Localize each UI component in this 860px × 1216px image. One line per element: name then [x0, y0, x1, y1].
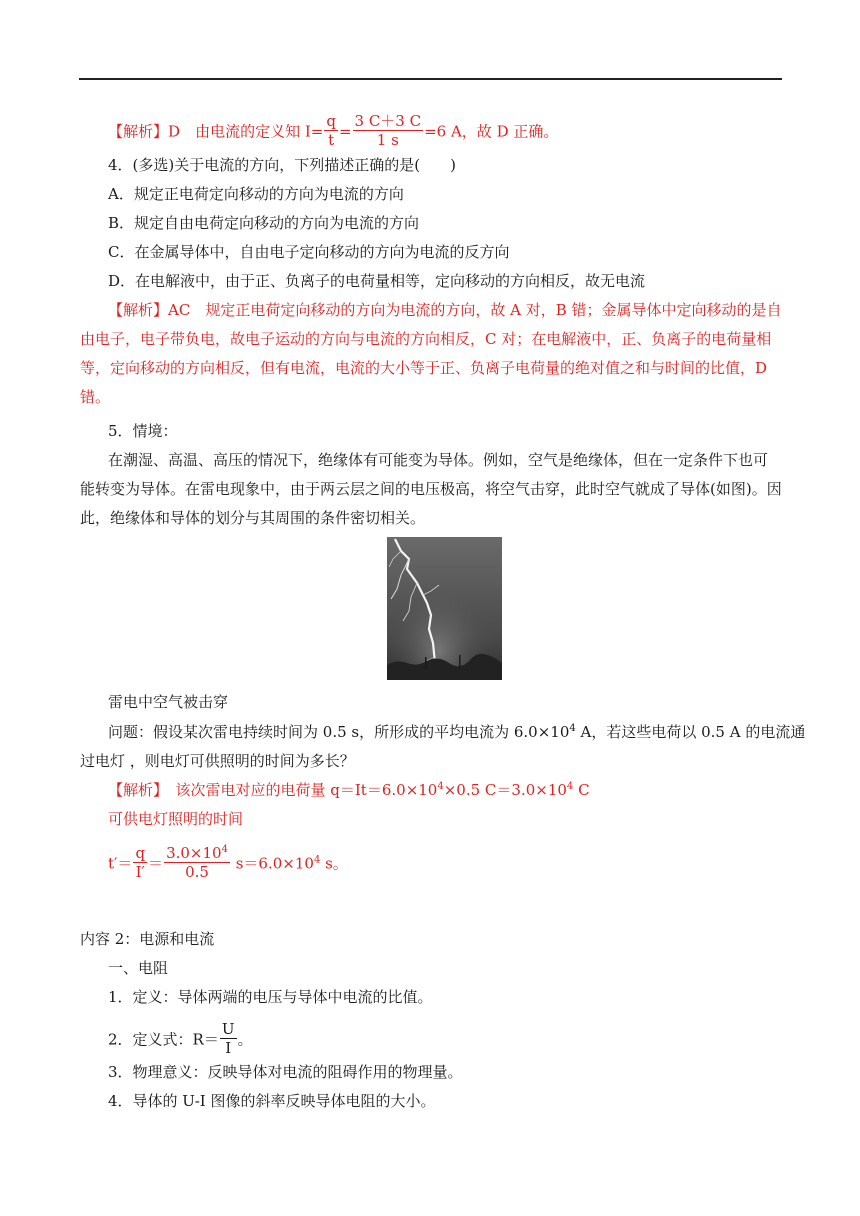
q4-analysis-line-4: 错。	[80, 388, 111, 406]
q5-question-line-2: 过电灯 ，则电灯可供照明的时间为多长？	[80, 752, 355, 770]
fraction-charge-over-current: $\frac{3.0\times 10^4}{0.5}$	[166, 844, 228, 881]
header-rule	[79, 78, 782, 80]
q4-analysis-line-1: 【解析】AC 规定正电荷定向移动的方向为电流的方向，故 A 对，B 错；金属导体中定向移动的是自	[108, 301, 782, 319]
resistance-ui-graph: 4．导体的 U-I 图像的斜率反映导体电阻的大小。	[108, 1092, 436, 1110]
image-caption: 雷电中空气被击穿	[108, 693, 229, 711]
q4-option-c: C．在金属导体中，自由电子定向移动的方向为电流的反方向	[108, 243, 510, 261]
q5-context-line-2: 能转变为导体。在雷电现象中，由于两云层之间的电压极高，将空气击穿，此时空气就成了导体(如图)。因	[80, 480, 782, 498]
q4-option-b: B．规定自由电荷定向移动的方向为电流的方向	[108, 214, 420, 232]
q4-option-a: A．规定正电荷定向移动的方向为电流的方向	[108, 185, 404, 203]
resistance-physical-meaning: 3．物理意义：反映导体对电流的阻碍作用的物理量。	[108, 1063, 463, 1081]
q5-lamp-time-label: 可供电灯照明的时间	[108, 810, 244, 828]
fraction-q-over-i: $\frac{q}{I'}$	[135, 844, 146, 881]
fraction-charge-over-time: $\frac{3 C+3 C}{1 s}$	[354, 112, 422, 149]
question-5-stem: 5．情境：	[108, 422, 178, 440]
q3-analysis: 【解析】D 由电流的定义知 I= $\frac{q}{t}$ = $\frac{3 C+3 C}{1 s}$ =6 A，故 D 正确。	[108, 112, 559, 149]
q5-time-formula: t′＝ $\frac{q}{I'}$ ＝ $\frac{3.0\times 10^4}{0.5}$ $s=6.0\times 10^4$ s。	[108, 844, 348, 881]
lightning-photo	[387, 537, 502, 680]
q4-option-d: D．在电解液中，由于正、负离子的电荷量相等，定向移动的方向相反，故无电流	[108, 272, 646, 290]
q4-analysis-line-2: 由电子，电子带负电，故电子运动的方向与电流的方向相反，C 对；在电解液中，正、负离子的电荷量相	[80, 330, 772, 348]
fraction-q-over-t: $\frac{q}{t}$	[326, 112, 336, 149]
q5-context-line-3: 此，绝缘体和导体的划分与其周围的条件密切相关。	[80, 509, 426, 527]
q5-context-line-1: 在潮湿、高温、高压的情况下，绝缘体有可能变为导体。例如，空气是绝缘体，但在一定条件下也可	[108, 451, 769, 469]
section-heading-resistance: 一、电阻	[108, 959, 169, 977]
question-4-stem: 4．(多选)关于电流的方向，下列描述正确的是( )	[108, 156, 456, 174]
q5-analysis: 【解析】 该次雷电对应的电荷量 $q=It=6.0\times 10^4\times 0.5$ $C=3.0\times 10^4$ C	[108, 781, 590, 799]
q5-question-line-1: 问题：假设某次雷电持续时间为 0.5 s，所形成的平均电流为 $6.0\times 10^4$ A，若这些电荷以 0.5 A 的电流通	[108, 723, 806, 741]
resistance-definition: 1．定义：导体两端的电压与导体中电流的比值。	[108, 988, 433, 1006]
fraction-u-over-i: $\frac{U}{I}$	[221, 1020, 235, 1057]
resistance-formula: 2．定义式：R＝ $\frac{U}{I}$ 。	[108, 1020, 253, 1057]
q4-analysis-line-3: 等，定向移动的方向相反，但有电流，电流的大小等于正、负离子电荷量的绝对值之和与时间的比值，D	[80, 359, 768, 377]
analysis-tag: 【解析】	[108, 122, 169, 141]
content-2-heading: 内容 2：电源和电流	[80, 930, 215, 948]
